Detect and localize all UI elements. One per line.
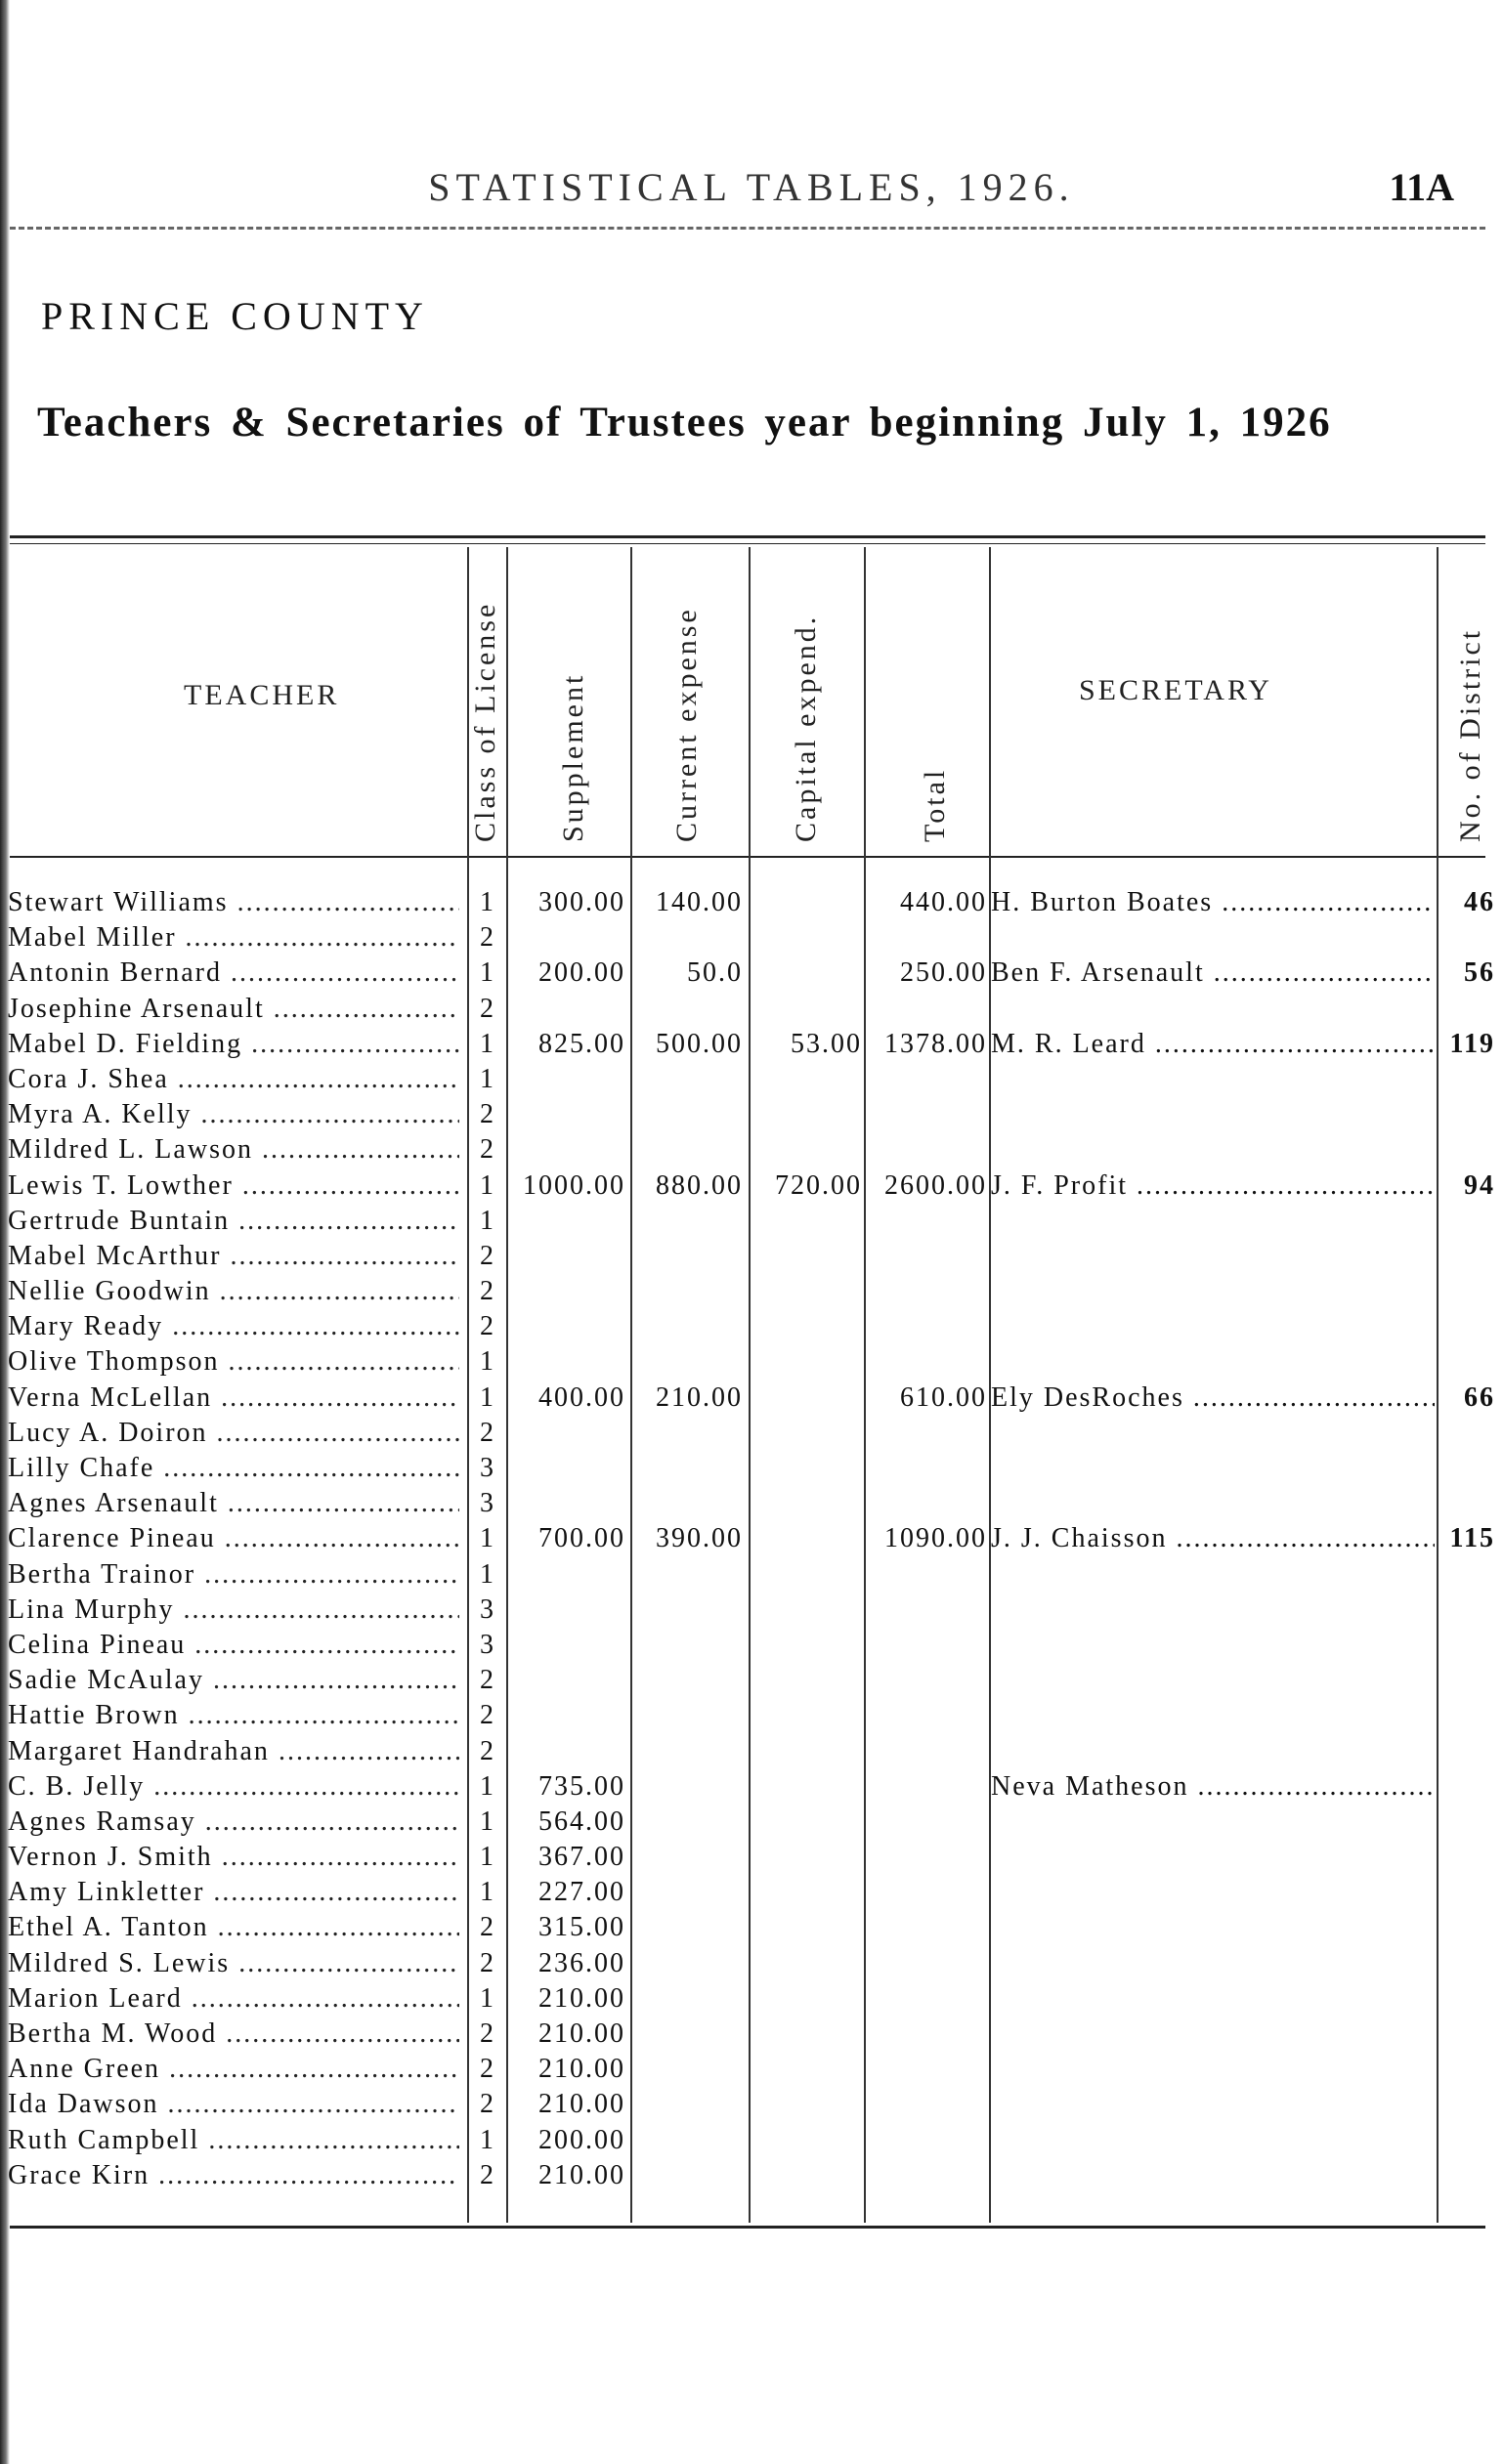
teacher-name: Ruth Campbell ..... <box>8 2123 459 2158</box>
total-amount: 610.00 <box>900 1381 987 1413</box>
class-of-license: 1 <box>480 1205 495 1236</box>
district-number: 66 <box>1464 1381 1495 1413</box>
teacher-name: Nellie Goodwin ..... <box>8 1274 459 1309</box>
table-subtitle: Teachers & Secretaries of Trustees year beginning July 1, 1926 <box>37 400 1332 446</box>
table-row <box>0 2087 1503 2122</box>
teacher-name: Lina Murphy ..... <box>8 1593 459 1628</box>
current-expense: 50.0 <box>687 957 743 989</box>
class-of-license: 2 <box>480 1417 495 1448</box>
table-row <box>0 956 1503 991</box>
teacher-name: Hattie Brown ..... <box>8 1698 459 1733</box>
class-of-license: 1 <box>480 887 495 917</box>
class-of-license: 1 <box>480 1806 495 1837</box>
class-of-license: 1 <box>480 957 495 989</box>
running-head: STATISTICAL TABLES, 1926. <box>428 165 1075 209</box>
header-class-of-license: Class of License <box>469 601 501 842</box>
supplement-amount: 1000.00 <box>523 1169 625 1201</box>
teacher-name: Lewis T. Lowther ..... <box>8 1168 459 1204</box>
teacher-name: Mabel McArthur ..... <box>8 1239 459 1274</box>
header-current-expense: Current expense <box>670 607 703 842</box>
current-expense: 140.00 <box>656 887 743 917</box>
class-of-license: 2 <box>480 1134 495 1166</box>
table-row <box>0 1274 1503 1309</box>
supplement-amount: 210.00 <box>538 2054 625 2085</box>
supplement-amount: 210.00 <box>538 2018 625 2049</box>
header-total: Total <box>919 767 951 842</box>
teacher-name: Clarence Pineau ..... <box>8 1521 459 1556</box>
table-row <box>0 1805 1503 1840</box>
table-row <box>0 1239 1503 1274</box>
class-of-license: 2 <box>480 1735 495 1766</box>
teacher-name: Marion Leard ..... <box>8 1981 459 2017</box>
table-row <box>0 1593 1503 1628</box>
table-row <box>0 1344 1503 1380</box>
current-expense: 500.00 <box>656 1028 743 1059</box>
class-of-license: 1 <box>480 1523 495 1554</box>
page-number: 11A <box>1389 165 1454 209</box>
table-row <box>0 1416 1503 1451</box>
teacher-name: Ethel A. Tanton ..... <box>8 1910 459 1945</box>
county-title: PRINCE COUNTY <box>41 294 429 338</box>
secretary-name: M. R. Leard ..... <box>991 1027 1435 1062</box>
table-row <box>0 1027 1503 1062</box>
header-supplement: Supplement <box>557 672 589 842</box>
teacher-name: Myra A. Kelly ..... <box>8 1097 459 1132</box>
class-of-license: 2 <box>480 1665 495 1696</box>
total-amount: 2600.00 <box>884 1169 987 1201</box>
table-row <box>0 1309 1503 1344</box>
teacher-name: Stewart Williams ..... <box>8 885 459 920</box>
table-row <box>0 1132 1503 1168</box>
table-row <box>0 1204 1503 1239</box>
current-expense: 210.00 <box>656 1381 743 1413</box>
total-amount: 1090.00 <box>884 1523 987 1554</box>
total-amount: 1378.00 <box>884 1028 987 1059</box>
header-capital-expend: Capital expend. <box>790 614 822 842</box>
class-of-license: 2 <box>480 1912 495 1943</box>
class-of-license: 2 <box>480 1240 495 1271</box>
class-of-license: 3 <box>480 1453 495 1483</box>
supplement-amount: 200.00 <box>538 2124 625 2155</box>
supplement-amount: 825.00 <box>538 1028 625 1059</box>
table-row <box>0 2052 1503 2087</box>
table-top-rule <box>10 535 1485 538</box>
teacher-name: Bertha Trainor ..... <box>8 1557 459 1593</box>
teacher-name: Mabel Miller ..... <box>8 920 459 956</box>
total-amount: 250.00 <box>900 957 987 989</box>
class-of-license: 1 <box>480 1346 495 1378</box>
teacher-name: Bertha M. Wood ..... <box>8 2017 459 2052</box>
class-of-license: 1 <box>480 1982 495 2014</box>
supplement-amount: 200.00 <box>538 957 625 989</box>
table-row <box>0 1521 1503 1556</box>
class-of-license: 3 <box>480 1629 495 1660</box>
secretary-name: J. F. Profit ..... <box>991 1168 1435 1204</box>
table-row <box>0 2158 1503 2193</box>
class-of-license: 1 <box>480 1169 495 1201</box>
class-of-license: 2 <box>480 1276 495 1307</box>
table-bottom-rule <box>10 2226 1485 2229</box>
table-row <box>0 1981 1503 2017</box>
header-no-of-district: No. of District <box>1454 627 1486 842</box>
teacher-name: Verna McLellan ..... <box>8 1381 459 1416</box>
supplement-amount: 210.00 <box>538 2089 625 2120</box>
class-of-license: 1 <box>480 1770 495 1802</box>
supplement-amount: 315.00 <box>538 1912 625 1943</box>
supplement-amount: 210.00 <box>538 1982 625 2014</box>
supplement-amount: 300.00 <box>538 887 625 917</box>
class-of-license: 2 <box>480 1700 495 1731</box>
teacher-name: Agnes Ramsay ..... <box>8 1805 459 1840</box>
teacher-name: Agnes Arsenault ..... <box>8 1486 459 1521</box>
table-row <box>0 1946 1503 1981</box>
table-row <box>0 1062 1503 1097</box>
class-of-license: 3 <box>480 1488 495 1519</box>
current-expense: 880.00 <box>656 1169 743 1201</box>
table-row <box>0 1381 1503 1416</box>
district-number: 119 <box>1449 1028 1495 1059</box>
table-row <box>0 2017 1503 2052</box>
capital-expend: 720.00 <box>775 1169 862 1201</box>
teacher-name: Mary Ready ..... <box>8 1309 459 1344</box>
class-of-license: 2 <box>480 2159 495 2190</box>
header-rule <box>10 227 1485 230</box>
teacher-name: Celina Pineau ..... <box>8 1628 459 1663</box>
class-of-license: 2 <box>480 2054 495 2085</box>
table-row <box>0 1557 1503 1593</box>
district-number: 46 <box>1464 887 1495 917</box>
table-row <box>0 1734 1503 1769</box>
class-of-license: 2 <box>480 922 495 954</box>
table-row <box>0 1663 1503 1698</box>
secretary-name: Ely DesRoches ..... <box>991 1381 1435 1416</box>
secretary-name: Ben F. Arsenault ..... <box>991 956 1435 991</box>
teacher-name: Amy Linkletter ..... <box>8 1875 459 1910</box>
class-of-license: 1 <box>480 1877 495 1908</box>
teacher-name: Lilly Chafe ..... <box>8 1451 459 1486</box>
teacher-name: Lucy A. Doiron ..... <box>8 1416 459 1451</box>
class-of-license: 1 <box>480 1381 495 1413</box>
header-secretary: SECRETARY <box>1079 674 1272 706</box>
teacher-name: Josephine Arsenault ..... <box>8 992 459 1027</box>
teacher-name: Grace Kirn ..... <box>8 2158 459 2193</box>
table-row <box>0 1628 1503 1663</box>
header-teacher: TEACHER <box>184 679 340 711</box>
table-body <box>0 885 1503 2193</box>
teacher-name: Mildred S. Lewis ..... <box>8 1946 459 1981</box>
secretary-name: Neva Matheson ..... <box>991 1769 1435 1805</box>
class-of-license: 1 <box>480 2124 495 2155</box>
table-top-rule-thin <box>10 543 1485 544</box>
teacher-name: Vernon J. Smith ..... <box>8 1840 459 1875</box>
table-row <box>0 2123 1503 2158</box>
table-row <box>0 885 1503 920</box>
district-number: 115 <box>1449 1523 1495 1554</box>
header-bottom-rule <box>10 856 1485 858</box>
supplement-amount: 236.00 <box>538 1947 625 1978</box>
supplement-amount: 735.00 <box>538 1770 625 1802</box>
teacher-name: Margaret Handrahan ..... <box>8 1734 459 1769</box>
secretary-name: H. Burton Boates ..... <box>991 885 1435 920</box>
teacher-name: Sadie McAulay ..... <box>8 1663 459 1698</box>
table-row <box>0 1486 1503 1521</box>
table-row <box>0 1097 1503 1132</box>
table-row <box>0 1698 1503 1733</box>
supplement-amount: 700.00 <box>538 1523 625 1554</box>
class-of-license: 1 <box>480 1558 495 1590</box>
class-of-license: 1 <box>480 1028 495 1059</box>
current-expense: 390.00 <box>656 1523 743 1554</box>
teacher-name: Mildred L. Lawson ..... <box>8 1132 459 1168</box>
class-of-license: 2 <box>480 2089 495 2120</box>
supplement-amount: 564.00 <box>538 1806 625 1837</box>
table-row <box>0 1875 1503 1910</box>
teacher-name: Olive Thompson ..... <box>8 1344 459 1380</box>
district-number: 56 <box>1464 957 1495 989</box>
class-of-license: 1 <box>480 1842 495 1873</box>
teacher-name: Anne Green ..... <box>8 2052 459 2087</box>
class-of-license: 2 <box>480 1947 495 1978</box>
teacher-name: C. B. Jelly ..... <box>8 1769 459 1805</box>
table-row <box>0 920 1503 956</box>
total-amount: 440.00 <box>900 887 987 917</box>
table-row <box>0 1840 1503 1875</box>
class-of-license: 2 <box>480 993 495 1024</box>
table-row <box>0 1451 1503 1486</box>
class-of-license: 3 <box>480 1593 495 1625</box>
teacher-name: Ida Dawson ..... <box>8 2087 459 2122</box>
teacher-name: Cora J. Shea ..... <box>8 1062 459 1097</box>
supplement-amount: 400.00 <box>538 1381 625 1413</box>
supplement-amount: 367.00 <box>538 1842 625 1873</box>
class-of-license: 1 <box>480 1063 495 1094</box>
class-of-license: 2 <box>480 1311 495 1342</box>
table-row <box>0 1769 1503 1805</box>
supplement-amount: 227.00 <box>538 1877 625 1908</box>
teacher-name: Antonin Bernard ..... <box>8 956 459 991</box>
teacher-name: Mabel D. Fielding ..... <box>8 1027 459 1062</box>
district-number: 94 <box>1464 1169 1495 1201</box>
teacher-name: Gertrude Buntain ..... <box>8 1204 459 1239</box>
capital-expend: 53.00 <box>791 1028 862 1059</box>
secretary-name: J. J. Chaisson ..... <box>991 1521 1435 1556</box>
supplement-amount: 210.00 <box>538 2159 625 2190</box>
table-row <box>0 992 1503 1027</box>
class-of-license: 2 <box>480 1099 495 1130</box>
table-row <box>0 1168 1503 1204</box>
table-row <box>0 1910 1503 1945</box>
class-of-license: 2 <box>480 2018 495 2049</box>
